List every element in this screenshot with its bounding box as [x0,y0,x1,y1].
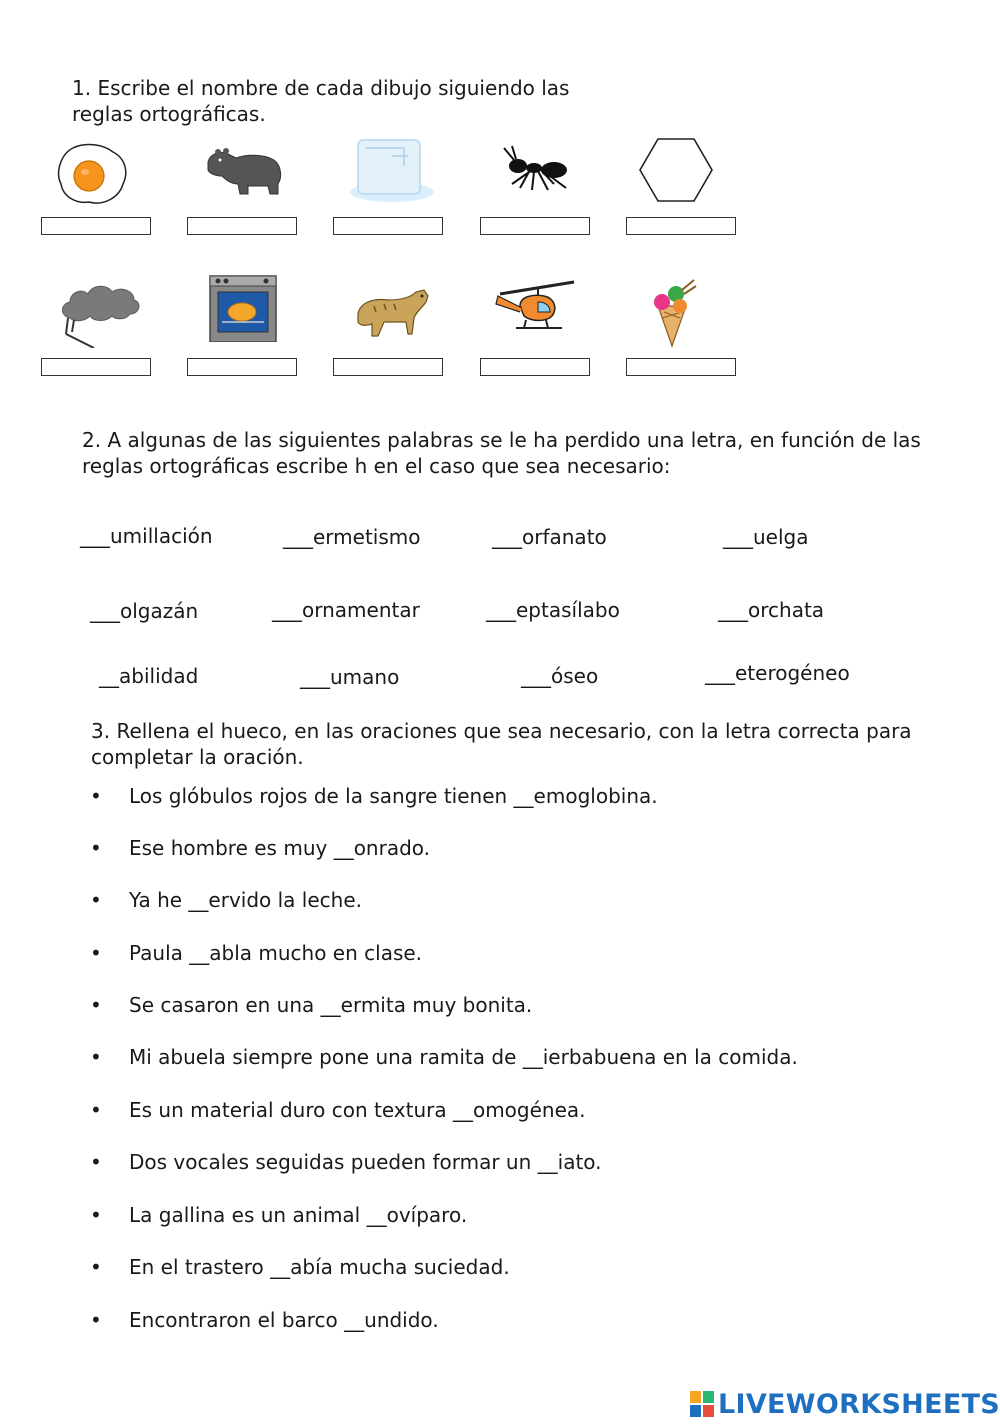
sentence[interactable]: Encontraron el barco __undido. [129,1308,439,1332]
hexagon-icon [628,136,724,206]
hippopotamus-icon [196,140,292,210]
smoke-icon [50,278,146,348]
answer-box[interactable] [480,217,590,235]
fill-word[interactable]: ___uelga [723,525,809,549]
exercise-3-instruction: 3. Rellena el hueco, en las oraciones que sea necesario, con la letra correcta para completar la oración. [91,719,912,769]
answer-box[interactable] [41,217,151,235]
bullet: • [90,1098,102,1122]
answer-box[interactable] [333,217,443,235]
sentence[interactable]: Paula __abla mucho en clase. [129,941,423,965]
bullet: • [90,1255,102,1279]
sentence[interactable]: En el trastero __abía mucha suciedad. [129,1255,510,1279]
answer-box[interactable] [480,358,590,376]
fill-word[interactable]: ___eterogéneo [705,661,850,685]
bullet: • [90,836,102,860]
fill-word[interactable]: ___umano [300,665,400,689]
bullet: • [90,784,102,808]
answer-box[interactable] [626,217,736,235]
bullet: • [90,1045,102,1069]
sentence[interactable]: Se casaron en una __ermita muy bonita. [129,993,533,1017]
sentence[interactable]: La gallina es un animal __ovíparo. [129,1203,468,1227]
fill-word[interactable]: ___orfanato [492,525,607,549]
bullet: • [90,1150,102,1174]
bullet: • [90,941,102,965]
sentence[interactable]: Los glóbulos rojos de la sangre tienen __emoglobina. [129,784,658,808]
fill-word[interactable]: ___ermetismo [283,525,421,549]
liveworksheets-logo [690,1386,1000,1422]
bullet: • [90,993,102,1017]
fill-word[interactable]: ___olgazán [90,599,199,623]
oven-icon [196,272,292,342]
exercise-2-instruction: 2. A algunas de las siguientes palabras se le ha perdido una letra, en función de las reglas ortográficas escribe h en el caso que sea necesario: [82,428,921,478]
bullet: • [90,1203,102,1227]
hyena-icon [344,278,440,348]
fill-word[interactable]: ___umillación [80,524,213,548]
sentence[interactable]: Ese hombre es muy __onrado. [129,836,431,860]
fill-word[interactable]: ___ornamentar [272,598,420,622]
sentence[interactable]: Dos vocales seguidas pueden formar un __iato. [129,1150,602,1174]
ant-icon [490,140,586,210]
logo-badge-icon [690,1391,714,1417]
logo-text: LIVEWORKSHEETS [718,1388,1000,1420]
sentence[interactable]: Mi abuela siempre pone una ramita de __ierbabuena en la comida. [129,1045,798,1069]
ice-cream-icon [636,278,732,348]
fill-word[interactable]: ___orchata [718,598,825,622]
answer-box[interactable] [333,358,443,376]
answer-box[interactable] [626,358,736,376]
fill-word[interactable]: ___óseo [521,664,599,688]
answer-box[interactable] [41,358,151,376]
exercise-1-instruction: 1. Escribe el nombre de cada dibujo siguiendo las reglas ortográficas. [72,76,570,126]
sentence[interactable]: Es un material duro con textura __omogénea. [129,1098,586,1122]
fried-egg-icon [45,140,141,210]
bullet: • [90,1308,102,1332]
fill-word[interactable]: ___eptasílabo [486,598,620,622]
fill-word[interactable]: __abilidad [99,664,199,688]
answer-box[interactable] [187,217,297,235]
helicopter-icon [490,276,586,346]
answer-box[interactable] [187,358,297,376]
sentence[interactable]: Ya he __ervido la leche. [129,888,362,912]
bullet: • [90,888,102,912]
ice-cube-icon [344,136,440,206]
